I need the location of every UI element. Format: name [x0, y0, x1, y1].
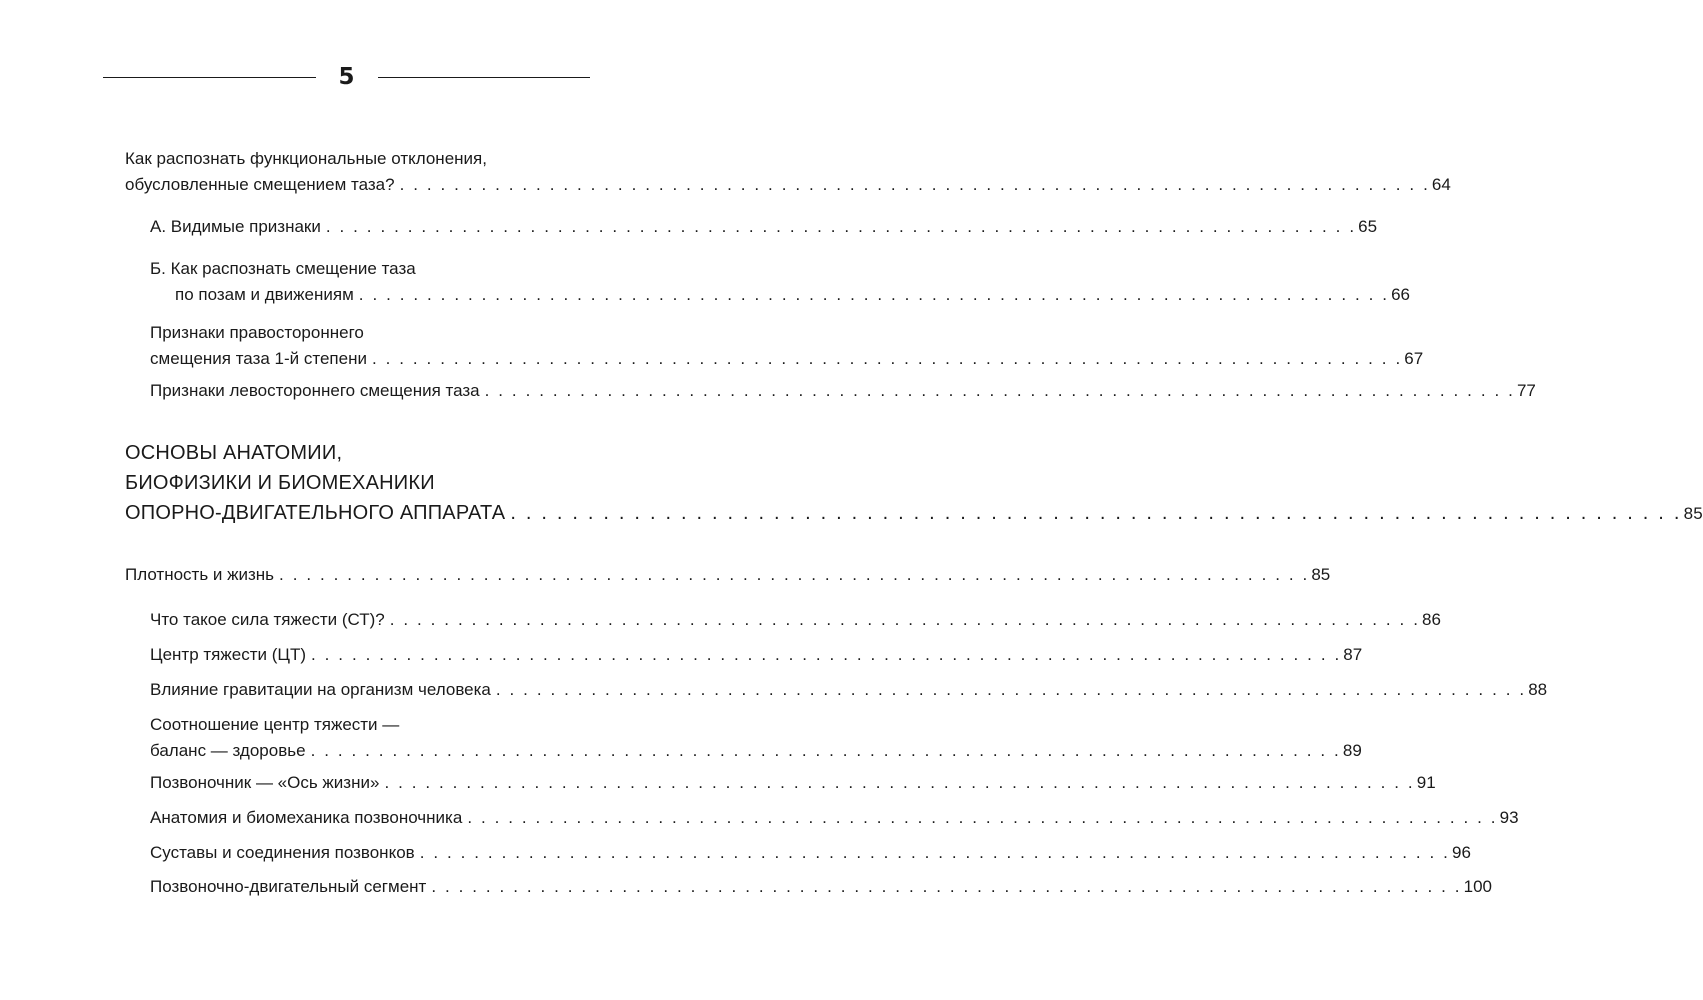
- toc-page-number: 67: [1404, 349, 1424, 368]
- toc-entry-title: Анатомия и биомеханика позвоночника: [150, 808, 463, 827]
- toc-leader-dots: . . . . . . . . . . . . . . . . . . . . . . . . . . . . . . . . . . . . . . . . . . . . . . . . . . . . . . . . . . . . . . . . . . . . . . . . . . . .: [358, 285, 1390, 304]
- toc-leader-dots: . . . . . . . . . . . . . . . . . . . . . . . . . . . . . . . . . . . . . . . . . . . . . . . . . . . . . . . . . . . . . . . . . . . . . . . . . . . .: [419, 843, 1450, 862]
- toc-entry-title: Признаки правостороннего: [150, 323, 364, 342]
- toc-entry-title: по позам и движениям: [175, 285, 354, 304]
- toc-entry-title: Влияние гравитации на организм человека: [150, 680, 491, 699]
- toc-leader-dots: . . . . . . . . . . . . . . . . . . . . . . . . . . . . . . . . . . . . . . . . . . . . . . . . . . . . . . . . . . . . . . . . . . . . . . . . . . . .: [495, 680, 1527, 699]
- toc-entry[interactable]: [150, 677, 1548, 703]
- toc-entry[interactable]: [150, 320, 1424, 372]
- toc-entry-title: обусловленные смещением таза?: [125, 175, 395, 194]
- toc-entry-title: Признаки левостороннего смещения таза: [150, 381, 480, 400]
- toc-page-number: 91: [1416, 773, 1436, 792]
- toc-entry[interactable]: [150, 378, 1536, 404]
- toc-leader-dots: . . . . . . . . . . . . . . . . . . . . . . . . . . . . . . . . . . . . . . . . . . . . . . . . . . . . . . . . . . . . . . . . . . . . . . . . . . . .: [325, 217, 1357, 236]
- toc-page-number: 65: [1358, 217, 1378, 236]
- toc-page-number: 66: [1391, 285, 1411, 304]
- toc-leader-dots: . . . . . . . . . . . . . . . . . . . . . . . . . . . . . . . . . . . . . . . . . . . . . . . . . . . . . . . . . . . . . . . . . . . . . . . . . . . .: [484, 381, 1515, 400]
- toc-leader-dots: . . . . . . . . . . . . . . . . . . . . . . . . . . . . . . . . . . . . . . . . . . . . . . . . . . . . . . . . . . . . . . . . . . . . . . . . . . . .: [467, 808, 1498, 827]
- toc-entry-title: Плотность и жизнь: [125, 565, 275, 584]
- toc-entry-title: А. Видимые признаки: [150, 217, 321, 236]
- toc-entry[interactable]: [150, 805, 1519, 831]
- toc-entry[interactable]: [150, 712, 1362, 764]
- toc-entry[interactable]: [150, 874, 1492, 900]
- toc-page-number: 85: [1311, 565, 1331, 584]
- toc-entry-title: Как распознать функциональные отклонения,: [125, 149, 487, 168]
- toc-leader-dots: . . . . . . . . . . . . . . . . . . . . . . . . . . . . . . . . . . . . . . . . . . . . . . . . . . . . . . . . . . . . . . . . . . . . . . . . . . . .: [510, 502, 1682, 524]
- toc-leader-dots: . . . . . . . . . . . . . . . . . . . . . . . . . . . . . . . . . . . . . . . . . . . . . . . . . . . . . . . . . . . . . . . . . . . . . . . . . . . .: [311, 645, 1342, 664]
- toc-page-number: 88: [1528, 680, 1548, 699]
- toc-entry-title: Суставы и соединения позвонков: [150, 843, 415, 862]
- toc-entry-title: Позвоночно-двигательный сегмент: [150, 877, 427, 896]
- toc-section-heading[interactable]: [125, 438, 1703, 529]
- toc-leader-dots: . . . . . . . . . . . . . . . . . . . . . . . . . . . . . . . . . . . . . . . . . . . . . . . . . . . . . . . . . . . . . . . . . . . . . . . . . . . .: [399, 175, 1430, 194]
- toc-entry[interactable]: [150, 607, 1441, 633]
- toc-page-number: 87: [1343, 645, 1363, 664]
- toc-entry-title: баланс — здоровье: [150, 741, 306, 760]
- header-rule-left: [103, 77, 316, 78]
- toc-entry[interactable]: [150, 840, 1471, 866]
- toc-entry[interactable]: [125, 146, 1451, 198]
- toc-entry-title: Б. Как распознать смещение таза: [150, 259, 416, 278]
- toc-entry-title: смещения таза 1-й степени: [150, 349, 367, 368]
- toc-leader-dots: . . . . . . . . . . . . . . . . . . . . . . . . . . . . . . . . . . . . . . . . . . . . . . . . . . . . . . . . . . . . . . . . . . . . . . . . . . . .: [431, 877, 1462, 896]
- toc-entry-title: Центр тяжести (ЦТ): [150, 645, 306, 664]
- toc-page-number: 77: [1516, 381, 1536, 400]
- toc-leader-dots: . . . . . . . . . . . . . . . . . . . . . . . . . . . . . . . . . . . . . . . . . . . . . . . . . . . . . . . . . . . . . . . . . . . . . . . . . . . .: [279, 565, 1310, 584]
- toc-entry-title: Что такое сила тяжести (СТ)?: [150, 610, 385, 629]
- toc-page-number: 64: [1431, 175, 1451, 194]
- toc-section-title: ОПОРНО-ДВИГАТЕЛЬНОГО АППАРАТА: [125, 502, 506, 524]
- toc-entry[interactable]: [150, 642, 1363, 668]
- toc-entry[interactable]: [150, 214, 1378, 240]
- toc-leader-dots: . . . . . . . . . . . . . . . . . . . . . . . . . . . . . . . . . . . . . . . . . . . . . . . . . . . . . . . . . . . . . . . . . . . . . . . . . . . .: [310, 741, 1341, 760]
- toc-entry[interactable]: [125, 562, 1331, 588]
- toc-page-number: 89: [1342, 741, 1362, 760]
- toc-leader-dots: . . . . . . . . . . . . . . . . . . . . . . . . . . . . . . . . . . . . . . . . . . . . . . . . . . . . . . . . . . . . . . . . . . . . . . . . . . . .: [384, 773, 1415, 792]
- toc-page-number: 96: [1451, 843, 1471, 862]
- toc-entry-title: Позвоночник — «Ось жизни»: [150, 773, 380, 792]
- toc-entry[interactable]: [150, 256, 1411, 308]
- toc-page-number: 86: [1422, 610, 1441, 629]
- page-number: 5: [338, 64, 355, 90]
- header-rule-right: [378, 77, 591, 78]
- toc-page-number: 93: [1499, 808, 1519, 827]
- toc-page-number: 100: [1463, 877, 1492, 896]
- toc-section-title: БИОФИЗИКИ И БИОМЕХАНИКИ: [125, 472, 435, 494]
- toc-entry[interactable]: [150, 770, 1436, 796]
- toc-section-title: ОСНОВЫ АНАТОМИИ,: [125, 442, 343, 464]
- toc-page-number: 85: [1683, 504, 1703, 523]
- page-header: [103, 62, 590, 92]
- toc-entry-title: Соотношение центр тяжести —: [150, 715, 400, 734]
- toc-leader-dots: . . . . . . . . . . . . . . . . . . . . . . . . . . . . . . . . . . . . . . . . . . . . . . . . . . . . . . . . . . . . . . . . . . . . . . . . . . . .: [389, 610, 1421, 629]
- toc-leader-dots: . . . . . . . . . . . . . . . . . . . . . . . . . . . . . . . . . . . . . . . . . . . . . . . . . . . . . . . . . . . . . . . . . . . . . . . . . . . .: [371, 349, 1403, 368]
